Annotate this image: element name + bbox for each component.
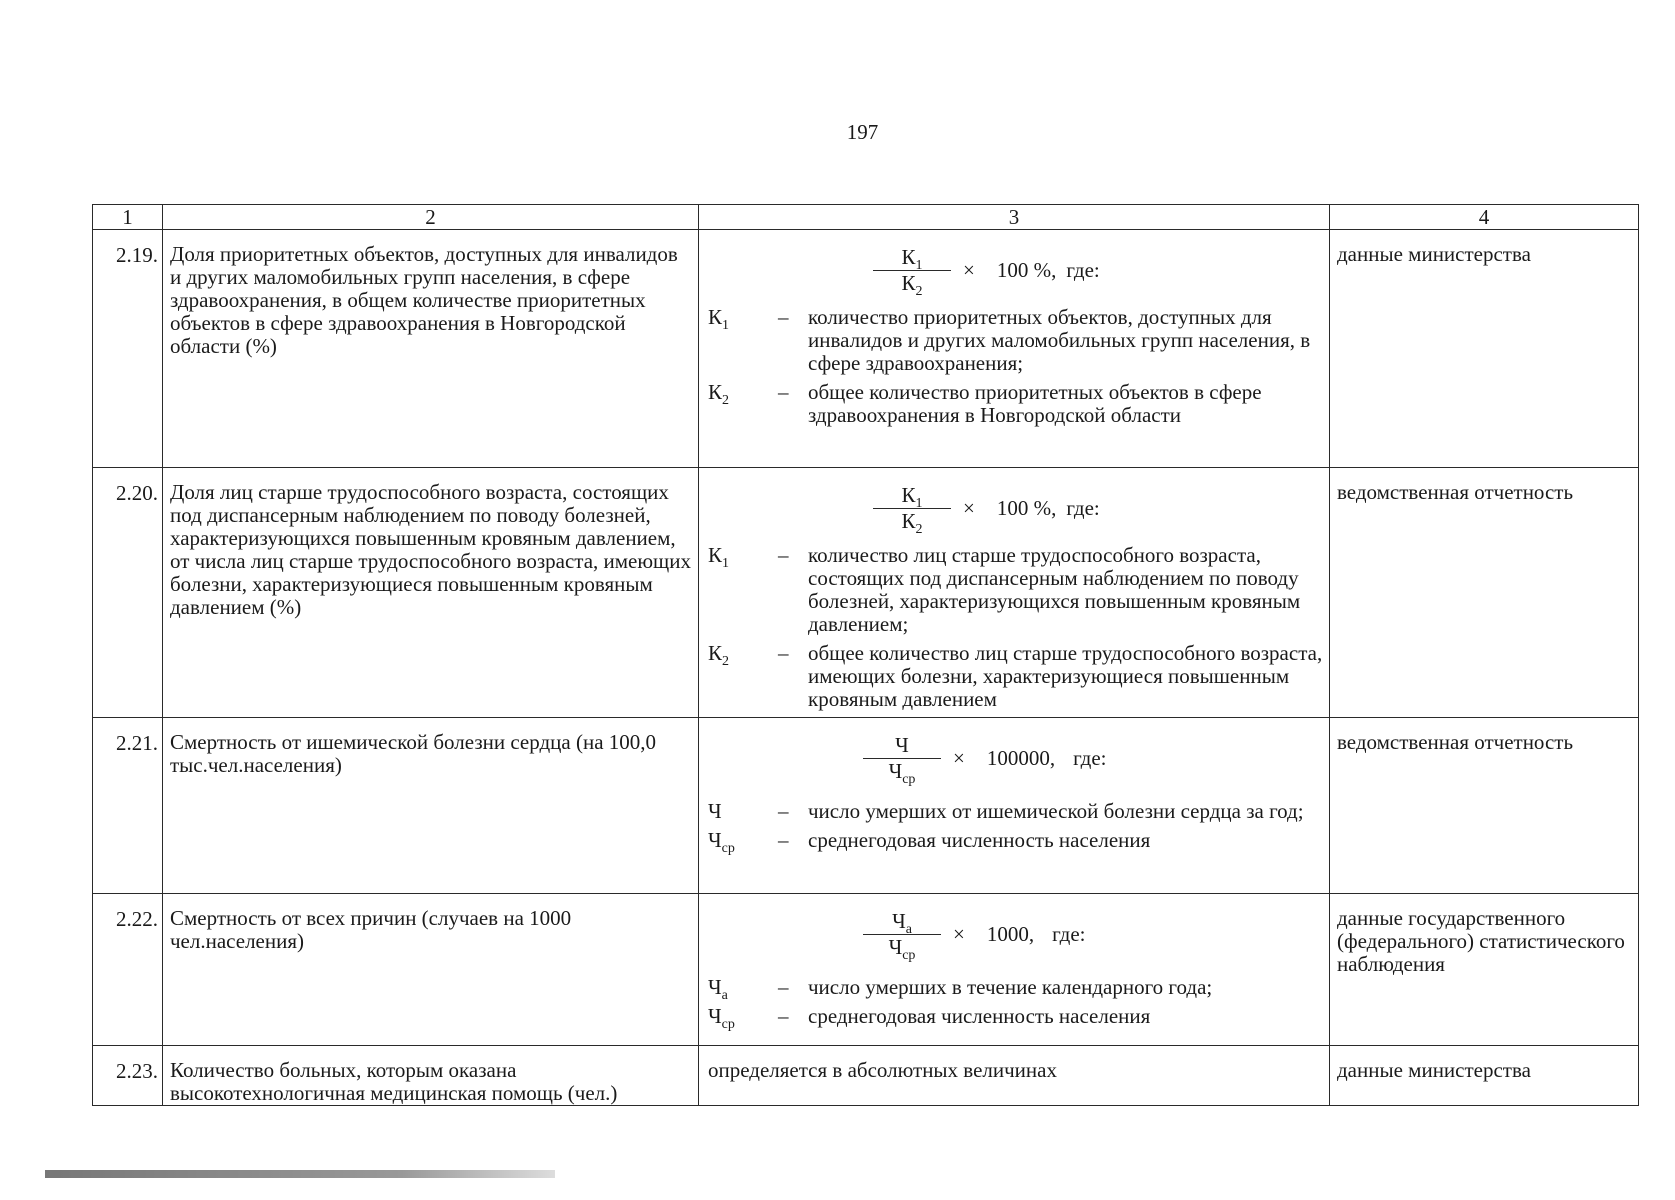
definition-text: общее количество приоритетных объектов в сфере здравоохранения в Новгородской области <box>808 380 1262 427</box>
formula-cell <box>699 468 1330 718</box>
times-symbol: × <box>953 921 965 946</box>
indicator-name: Доля приоритетных объектов, доступных для инвалидов и других маломобильных групп населения, в сфере здравоохранения, в общем количестве приоритетных объектов в сфере здравоохранения в Новгородской области (%) <box>163 230 699 468</box>
fraction <box>873 482 951 537</box>
multiplier: 1000, <box>986 921 1035 946</box>
row-number: 2.20. <box>93 468 163 718</box>
page-number: 197 <box>846 120 879 144</box>
where-label: где: <box>1066 495 1100 520</box>
header-col-3: 3 <box>699 205 1330 230</box>
indicators-table <box>92 204 1639 1106</box>
times-symbol: × <box>953 745 965 770</box>
definition-symbol: $К_2$ <box>708 380 730 409</box>
definition: $К_1$ – количество лиц старше трудоспособного возраста, состоящих под диспансерным наблюдением по поводу болезней, характеризующихся повышенным кровяным давлением; <box>708 544 1323 636</box>
indicator-name: Количество больных, которым оказана высокотехнологичная медицинская помощь (чел.) <box>163 1046 699 1106</box>
where-label: где: <box>1052 921 1086 946</box>
formula-cell <box>699 230 1330 468</box>
data-source: данные государственного (федерального) статистического наблюдения <box>1330 894 1639 1046</box>
numerator: $К_1$ <box>901 244 923 273</box>
table-row <box>93 230 1639 468</box>
header-col-2: 2 <box>163 205 699 230</box>
where-label: где: <box>1066 257 1100 282</box>
definition-text: среднегодовая численность населения <box>808 1004 1151 1028</box>
table-row <box>93 718 1639 894</box>
definition: $К_2$ – общее количество лиц старше трудоспособного возраста, имеющих болезни, характеризующиеся повышенным кровяным давлением <box>708 641 1323 711</box>
indicator-name: Смертность от всех причин (случаев на 1000 чел.населения) <box>163 894 699 1046</box>
formula-cell <box>699 894 1330 1046</box>
definition: Ч – число умерших от ишемической болезни сердца за год; <box>708 800 1323 823</box>
indicator-name: Доля лиц старше трудоспособного возраста, состоящих под диспансерным наблюдением по поводу болезней, характеризующихся повышенным кровяным давлением, от числа лиц старше трудоспособного возраста, имеющих болезни, характеризующиеся повышенным кровяным давлением (%) <box>163 468 699 718</box>
fraction <box>863 732 941 787</box>
definition-text: количество приоритетных объектов, доступных для инвалидов и других маломобильных групп населения, в сфере здравоохранения; <box>808 305 1311 375</box>
definition-symbol: $Ч_{ср}$ <box>708 1004 735 1033</box>
definition-text: общее количество лиц старше трудоспособного возраста, имеющих болезни, характеризующиеся повышенным кровяным давлением <box>808 641 1323 711</box>
denominator: $К_2$ <box>901 508 923 537</box>
definition-text: среднегодовая численность населения <box>808 828 1151 852</box>
formula <box>708 728 1323 788</box>
numerator: $К_1$ <box>901 482 923 511</box>
times-symbol: × <box>963 257 975 282</box>
definition: $К_1$ – количество приоритетных объектов, доступных для инвалидов и других маломобильных групп населения, в сфере здравоохранения; <box>708 306 1323 375</box>
definition: $К_2$ – общее количество приоритетных объектов в сфере здравоохранения в Новгородской области <box>708 381 1323 427</box>
multiplier: 100 %, <box>996 495 1057 520</box>
table-row <box>93 468 1639 718</box>
denominator: $Ч_{ср}$ <box>888 934 916 963</box>
definition-text: число умерших в течение календарного года; <box>808 975 1213 999</box>
table-header-row <box>93 205 1639 230</box>
fraction <box>863 908 941 963</box>
definition-symbol: $К_2$ <box>708 641 730 670</box>
formula-text: определяется в абсолютных величинах <box>699 1046 1330 1106</box>
row-number: 2.21. <box>93 718 163 894</box>
definition: $Ч_{ср}$ – среднегодовая численность населения <box>708 829 1323 852</box>
row-number: 2.23. <box>93 1046 163 1106</box>
indicator-name: Смертность от ишемической болезни сердца (на 100,0 тыс.чел.населения) <box>163 718 699 894</box>
table-row <box>93 894 1639 1046</box>
numerator: Ч <box>895 732 909 757</box>
row-number: 2.19. <box>93 230 163 468</box>
formula <box>708 240 1323 300</box>
multiplier: 100000, <box>986 745 1056 770</box>
data-source: ведомственная отчетность <box>1330 468 1639 718</box>
definition-symbol: $К_1$ <box>708 305 730 334</box>
definition: $Ч_{ср}$ – среднегодовая численность населения <box>708 1005 1323 1028</box>
table-row <box>93 1046 1639 1106</box>
denominator: $Ч_{ср}$ <box>888 758 916 787</box>
header-col-1: 1 <box>93 205 163 230</box>
denominator: $К_2$ <box>901 270 923 299</box>
definition-symbol: Ч <box>708 799 722 823</box>
formula <box>708 478 1323 538</box>
numerator: $Ч_а$ <box>892 908 912 937</box>
definition-symbol: $Ч_а$ <box>708 975 728 1004</box>
row-number: 2.22. <box>93 894 163 1046</box>
definition-text: количество лиц старше трудоспособного возраста, состоящих под диспансерным наблюдением по поводу болезней, характеризующихся повышенным кровяным давлением; <box>808 543 1301 636</box>
header-col-4: 4 <box>1330 205 1639 230</box>
fraction <box>873 244 951 299</box>
definition-text: число умерших от ишемической болезни сердца за год; <box>808 799 1304 823</box>
where-label: где: <box>1073 745 1107 770</box>
data-source: ведомственная отчетность <box>1330 718 1639 894</box>
data-source: данные министерства <box>1330 1046 1639 1106</box>
definition: $Ч_а$ – число умерших в течение календарного года; <box>708 976 1323 999</box>
multiplier: 100 %, <box>996 257 1057 282</box>
times-symbol: × <box>963 495 975 520</box>
definition-symbol: $К_1$ <box>708 543 730 572</box>
formula <box>708 904 1323 964</box>
definition-symbol: $Ч_{ср}$ <box>708 828 735 857</box>
formula-cell <box>699 718 1330 894</box>
data-source: данные министерства <box>1330 230 1639 468</box>
scan-artifact-bar <box>45 1170 555 1178</box>
